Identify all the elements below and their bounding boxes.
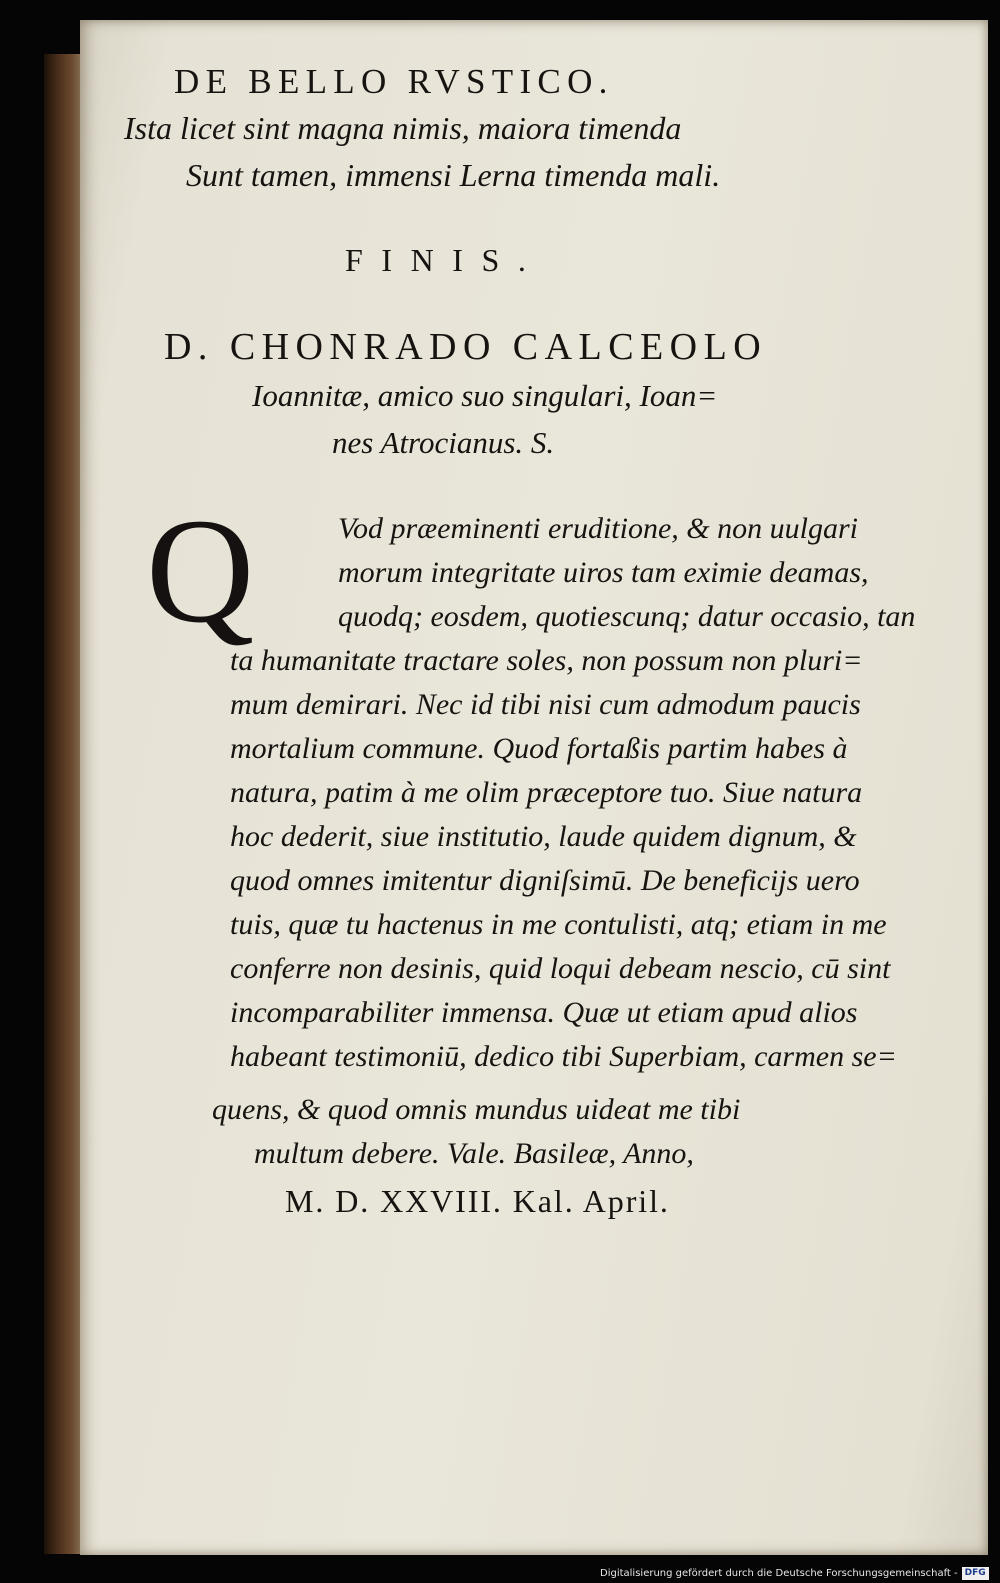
finis-heading: FINIS.: [345, 242, 545, 278]
dedication-subheading: nes Atrocianus. S.: [332, 425, 555, 460]
dedication-subheading: Ioannitæ, amico suo singulari, Ioan=: [252, 378, 718, 413]
body-line: tuis, quæ tu hactenus in me contulisti, atq; etiam in me: [230, 908, 887, 941]
running-head: DE BELLO RVSTICO.: [174, 62, 614, 101]
body-line: mortalium commune. Quod fortaßis partim habes à: [230, 732, 848, 765]
closing-line: quens, & quod omnis mundus uideat me tibi: [212, 1093, 741, 1126]
drop-cap: Q: [146, 488, 255, 654]
body-line: Vod præeminenti eruditione, & non uulgari: [338, 512, 858, 545]
body-line: quod omnes imitentur digniſsimū. De beneficijs uero: [230, 864, 860, 897]
body-line: quodq; eosdem, quotiescunq; datur occasio, tan: [338, 600, 916, 633]
footer-text: Digitalisierung gefördert durch die Deutsche Forschungsgemeinschaft -: [600, 1567, 958, 1579]
body-line: incomparabiliter immensa. Quæ ut etiam apud alios: [230, 996, 858, 1029]
body-line: conferre non desinis, quid loqui debeam nescio, cū sint: [230, 952, 891, 985]
verse-line: Ista licet sint magna nimis, maiora timenda: [124, 110, 682, 146]
digitization-footer: [600, 1564, 989, 1582]
body-line: natura, patim à me olim præceptore tuo. Siue natura: [230, 776, 863, 809]
body-line: hoc dederit, siue institutio, laude quidem dignum, &: [230, 820, 857, 853]
closing-line: multum debere. Vale. Basileæ, Anno,: [254, 1137, 694, 1170]
dedication-heading: D. CHONRADO CALCEOLO: [164, 326, 768, 368]
verse-line: Sunt tamen, immensi Lerna timenda mali.: [186, 157, 721, 193]
body-line: mum demirari. Nec id tibi nisi cum admodum paucis: [230, 688, 861, 721]
date-line: M. D. XXVIII. Kal. April.: [285, 1183, 670, 1219]
body-line: morum integritate uiros tam eximie deamas,: [338, 556, 869, 589]
body-line: ta humanitate tractare soles, non possum non pluri=: [230, 644, 863, 677]
body-line: habeant testimoniū, dedico tibi Superbiam, carmen se=: [230, 1040, 897, 1073]
binding-edge: [44, 54, 84, 1554]
dfg-logo: DFG: [962, 1567, 989, 1580]
